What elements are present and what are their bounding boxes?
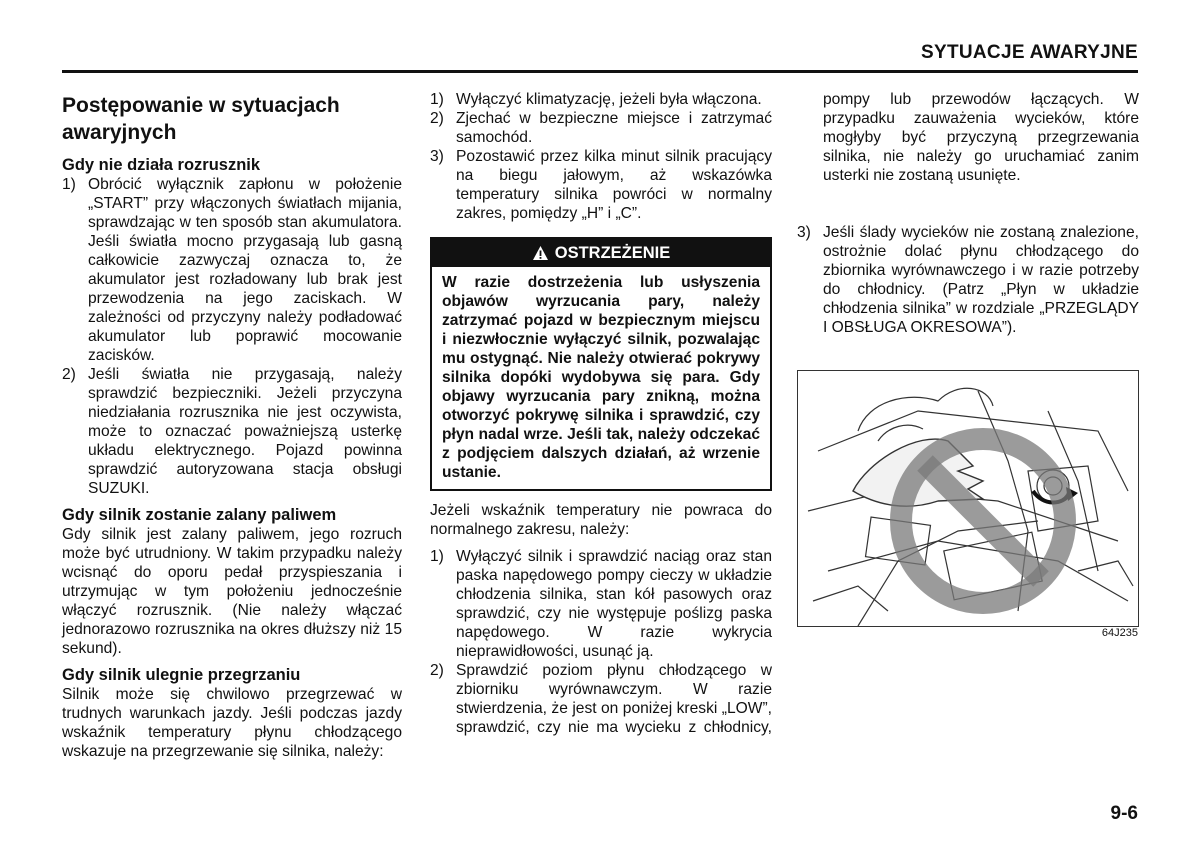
page-title: Postępowanie w sytuacjach awaryjnych [62, 94, 340, 144]
warning-box [430, 237, 772, 491]
list-item: 1) Wyłączyć silnik i sprawdzić naciąg oraz stan paska napędowego pompy cieczy w układzie chłodzenia silnika, stan kół pasowych oraz sprawdzić, czy nie występuje poślizg paska napędowego. W razie wykrycia nieprawidłowości, usunąć ją. [430, 548, 772, 660]
overheat-list [430, 90, 772, 223]
flooded-heading: Gdy silnik zostanie zalany paliwem [62, 506, 337, 524]
header-rule [62, 70, 1138, 73]
starter-heading: Gdy nie działa rozrusznik [62, 156, 261, 174]
list-item: pompy lub przewodów łączących. W przypadku zauważenia wycieków, które mogłyby być przyczyną przegrzewania silnika, nie należy go uruchamiać zanim usterki nie zostaną usunięte. [823, 91, 1139, 184]
page-number: 9-6 [1110, 803, 1138, 824]
warning-text: W razie dostrzeżenia lub usłyszenia objawów wyrzucania pary, należy zatrzymać pojazd w bezpiecznym miejscu i niezwłocznie wyłączyć silnik, pozwalając mu ostygnąć. Nie należy otwierać pokrywy silnika dopóki wydobywa się para. Gdy objawy wyrzucania pary znikną, można otworzyć pokrywę silnika i sprawdzić, czy płyn nadal wrze. Jeśli tak, należy odczekać z podjęciem dalszych działań, aż wrzenie ustanie. [442, 274, 760, 481]
list-item: 1) Obrócić wyłącznik zapłonu w położenie „START” przy włączonych światłach mijania, sprawdzając w ten sposób stan akumulatora. Jeśli światła mocno przygasają lub gasną całkowicie zazwyczaj oznacza to, że akumulator jest rozładowany lub brak jest przewodzenia na jego zaciskach. W zależności od przyczyny należy podładować akumulator lub poprawić mocowanie zacisków. [62, 176, 402, 364]
list-item: 2) Sprawdzić poziom płynu chłodzącego w zbiorniku wyrównawczym. W razie stwierdzenia, że jest on poniżej kreski „LOW”, sprawdzić, czy nie ma wycieku z chłodnicy, [430, 662, 772, 736]
after-warning-text: Jeżeli wskaźnik temperatury nie powraca do normalnego zakresu, należy: [430, 502, 772, 538]
do-not-open-radiator-illustration [798, 371, 1138, 626]
list-item: 3) Pozostawić przez kilka minut silnik pracujący na biegu jałowym, aż wskazówka temperatury silnika powróci w normalny zakres, pomiędzy „H” i „C”. [430, 148, 772, 222]
flooded-text: Gdy silnik jest zalany paliwem, jego rozruch może być utrudniony. W takim przypadku należy wcisnąć do oporu pedał przyspieszania i utrzymując w tym położeniu jednocześnie włączyć rozrusznik. (Nie należy włączać jednorazowo rozrusznika na okres dłuższy niż 15 sekund). [62, 526, 402, 657]
column-2 [430, 90, 772, 737]
list-item: 2) Jeśli światła nie przygasają, należy sprawdzić bezpieczniki. Jeżeli przyczyna niedziałania rozrusznika nie jest oczywista, może to oznaczać poważniejszą usterkę układu elektrycznego. Pojazd powinna sprawdzić autoryzowana stacja obsługi SUZUKI. [62, 366, 402, 497]
overheat-heading: Gdy silnik ulegnie przegrzaniu [62, 666, 301, 684]
warning-triangle-icon [532, 245, 549, 261]
list-item: 3) Jeśli ślady wycieków nie zostaną znalezione, ostrożnie dolać płynu chłodzącego do zbiornika wyrównawczego i w razie potrzeby do chłodnicy. (Patrz „Płyn w układzie chłodzenia silnika” w rozdziale „PRZEGLĄDY I OBSŁUGA OKRESOWA”). [797, 224, 1139, 336]
column-1 [62, 90, 402, 761]
starter-list [62, 175, 402, 498]
check-list [430, 547, 772, 737]
warning-label: OSTRZEŻENIE [554, 244, 671, 262]
figure-code: 64J235 [1101, 627, 1138, 639]
list-item: 1) Wyłączyć klimatyzację, jeżeli była włączona. [430, 91, 762, 108]
overheat-text: Silnik może się chwilowo przegrzewać w trudnych warunkach jazdy. Jeśli podczas jazdy wskaźnik temperatury płynu chłodzącego wskazuje na przegrzewanie się silnika, należy: [62, 686, 402, 760]
check-list-cont [797, 90, 1139, 337]
section-title: SYTUACJE AWARYJNE [921, 42, 1138, 63]
column-3 [797, 90, 1139, 337]
list-item: 2) Zjechać w bezpieczne miejsce i zatrzymać samochód. [430, 110, 772, 146]
engine-illustration [797, 370, 1139, 627]
warning-header [432, 239, 770, 267]
